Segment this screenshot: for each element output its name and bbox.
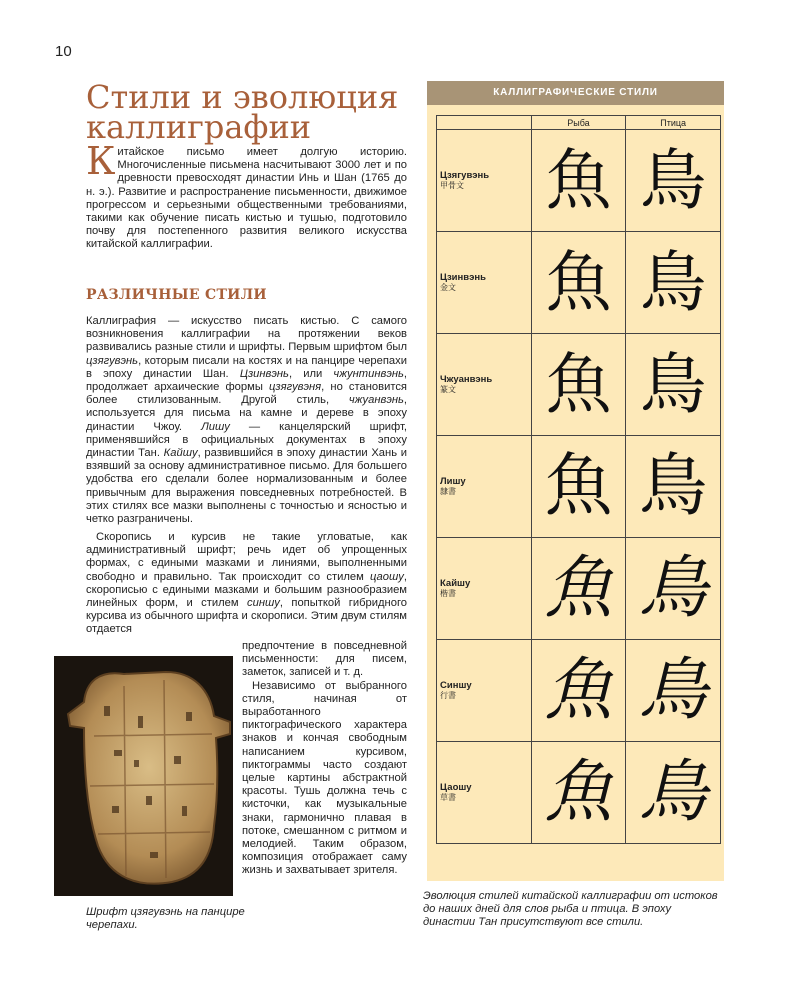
shell-caption: Шрифт цзягувэнь на панцире черепахи. [86,906,245,931]
fish-glyph: 魚 [545,243,612,321]
style-label: Лишу [440,476,466,487]
fish-glyph-cell [531,232,626,334]
style-name-cell [437,742,532,844]
fish-glyph-cell [531,334,626,436]
text-run: , но становится более стилизованным. Другой стиль, [86,381,407,407]
bird-glyph: 鳥 [639,548,708,628]
term: цзягувэня [269,381,322,394]
style-name-cell [437,538,532,640]
fish-glyph: 魚 [544,650,613,730]
intro-text: итайское письмо имеет долгую историю. Многочисленные письмена насчитывают 3000 лет и по древности превосходят династии Инь и Шан (1765 до н. э.). Развитие и распространение письменности, движимое прогрессом и серьезными общественными требованиями, такими как обучение писать кистью и тушью, подготовило почву для постепенного развития великого искусства китайской каллиграфии. [86,146,407,251]
turtle-shell-photo [54,656,233,896]
page-number: 10 [55,43,72,60]
text-run: , скорописью с едиными мазками и большим разнообразием линейных форм, и стилем [86,570,407,610]
style-name-cell [437,436,532,538]
text-run: Каллиграфия — искусство писать кистью. С самого возникновения каллиграфии на протяжении веков развивались разные стили и шрифты. Первым шрифтом был [86,315,407,354]
table-row [437,742,721,844]
dropcap: К [86,139,116,183]
text-run: , развившийся в эпоху династии Хань и взявший за основу административное письмо. Для большего удобства его сделали более нормализованным и более привычным для выражения повседневных потребностей. В этих стилях все мазки выполнены с точностью и ясностью и четко разграничены. [86,447,407,526]
term: Цзинвэнь [239,367,289,380]
fish-glyph-cell [531,538,626,640]
bird-glyph: 鳥 [640,141,707,219]
term: цзягувэнь [86,354,139,367]
text-run: — канцелярский шрифт, применявшийся в официальных документах в эпоху династии Тан. [86,420,407,460]
style-name-cell [437,130,532,232]
table-row [437,640,721,742]
style-chinese-label: 行書 [440,691,456,700]
style-label: Цаошу [440,782,472,793]
header-empty-cell [437,116,532,130]
style-label: Кайшу [440,578,471,589]
body-paragraph-1 [86,315,407,526]
style-label: Цзягувэнь [440,170,490,181]
text-run: , используется для письма на камне и дереве в эпоху династии Чжоу. [86,394,407,433]
term: цаошу [370,570,404,583]
style-name-cell [437,232,532,334]
fish-glyph: 魚 [545,345,612,423]
fish-glyph: 魚 [544,446,613,526]
style-name-cell [437,334,532,436]
section-subheading: РАЗЛИЧНЫЕ СТИЛИ [86,287,267,303]
style-chinese-label: 草書 [440,793,456,802]
panel-caption: Эволюция стилей китайской каллиграфии от истоков до наших дней для слов рыба и птица. В эпоху династии Тан присутствуют все стили. [423,890,718,928]
style-chinese-label: 金文 [440,283,456,292]
bird-glyph-cell [626,742,721,844]
table-row [437,334,721,436]
table-row [437,232,721,334]
fish-glyph-cell [531,640,626,742]
text-run: , которым писали на костях и на панцире черепахи в эпоху династии Шан. [86,354,407,380]
intro-paragraph [86,139,407,252]
turtle-shell-image [54,656,233,896]
fish-glyph-cell [531,130,626,232]
bird-glyph: 鳥 [639,446,708,526]
style-name-cell [437,640,532,742]
body-paragraph-4: Независимо от выбранного стиля, начиная от выработанного пиктографического характера знаков и кончая свободным написанием курсивом, пиктограммы часто создают целые картины абстрактной красоты. Тушь должна течь с кисточки, как музыкальные знаки, гармонично плавая в потоке, смешанном с ритмом и мелодией. Таким образом, композиция отображает саму жизнь и захватывает зрителя. [242,679,407,877]
panel-header: КАЛЛИГРАФИЧЕСКИЕ СТИЛИ [427,81,724,105]
text-run: , продолжает архаические формы [86,367,407,394]
body-column-narrow [242,640,407,878]
bird-glyph-cell [626,130,721,232]
table-row [437,130,721,232]
bird-glyph-cell [626,232,721,334]
style-chinese-label: 隸書 [440,487,456,496]
fish-glyph-cell [531,742,626,844]
style-chinese-label: 甲骨文 [440,181,464,190]
body-paragraph-3: предпочтение в повседневной письменности: для писем, заметок, записей и т. д. [242,640,407,679]
fish-glyph-cell [531,436,626,538]
text-run: , попыткой гибридного курсива из обычного шрифта и скорописи. Этим двум стилям отдается [86,597,408,636]
style-label: Цзинвэнь [440,272,486,283]
bird-glyph-cell [626,334,721,436]
style-label: Чжуанвэнь [440,374,493,385]
style-chinese-label: 篆文 [440,385,456,394]
bird-glyph-cell [626,538,721,640]
bird-glyph: 鳥 [640,345,707,423]
bird-glyph: 鳥 [639,650,708,730]
term: Лишу [201,420,230,433]
column-header-bird: Птица [626,116,721,130]
term: чжуанвэнь [348,394,404,407]
calligraphy-styles-table [436,115,721,844]
table-row [437,436,721,538]
table-row [437,538,721,640]
page-title: Стили и эволюция каллиграфии [86,78,399,146]
fish-glyph: 魚 [544,752,613,832]
fish-glyph: 魚 [545,141,612,219]
bird-glyph: 鳥 [640,243,707,321]
style-chinese-label: 楷書 [440,589,456,598]
bird-glyph: 鳥 [639,752,708,832]
bird-glyph-cell [626,640,721,742]
body-paragraph-2 [86,531,407,637]
table-header-row [437,116,721,130]
style-label: Синшу [440,680,472,691]
term: Кайшу [163,447,198,460]
text-run: , или [288,367,334,380]
bird-glyph-cell [626,436,721,538]
text-run: Скоропись и курсив не такие угловатые, как административный шрифт; речь идет об упрощенных формах, с едиными мазками и линиями, выполненными свободно и правильно. Так происходит со стилем [86,531,407,583]
term: чжунтинвэнь [333,367,404,380]
column-header-fish: Рыба [531,116,626,130]
term: синшу [247,597,280,610]
fish-glyph: 魚 [544,548,613,628]
